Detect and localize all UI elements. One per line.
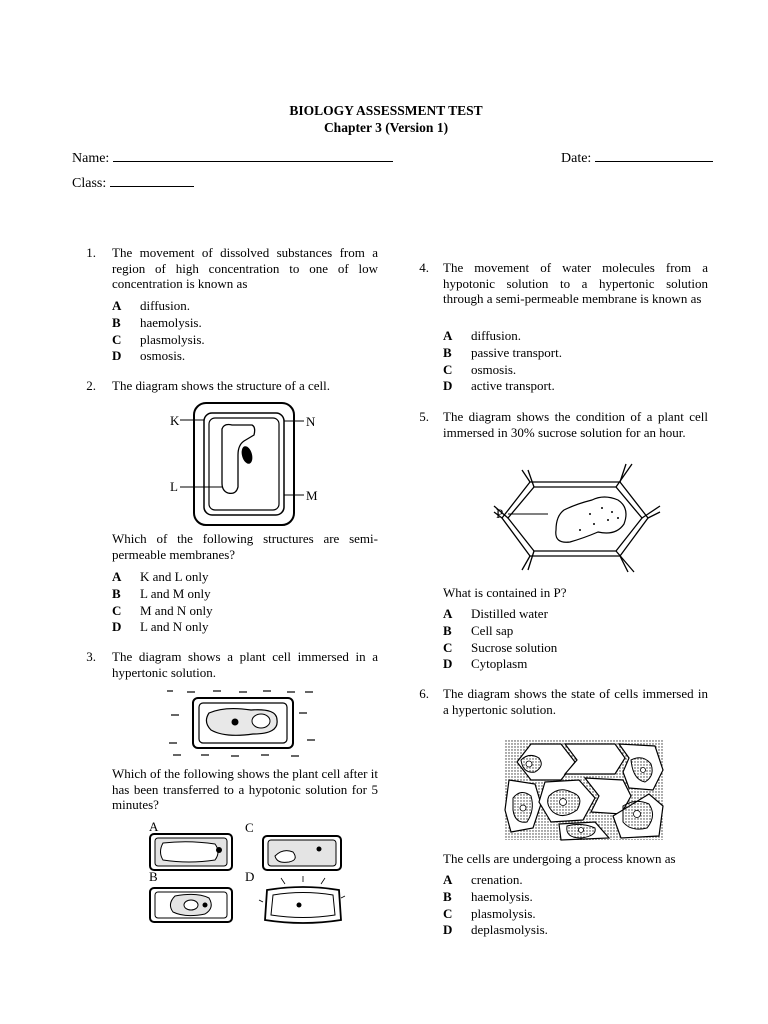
option-b[interactable]: B haemolysis. [443, 888, 533, 904]
question-prompt: What is contained in P? [443, 585, 567, 600]
option-b[interactable]: B L and M only [112, 585, 211, 601]
choice-b-cell[interactable] [150, 888, 232, 922]
question-number: 5. [419, 409, 429, 424]
option-a[interactable]: A diffusion. [443, 328, 521, 343]
option-d[interactable]: D osmosis. [112, 348, 186, 364]
option-b[interactable]: B Cell sap [443, 622, 514, 638]
option-d[interactable]: D deplasmolysis. [443, 922, 548, 938]
choice-diagrams [145, 818, 345, 928]
options [112, 298, 205, 365]
option-d[interactable]: D active transport. [443, 378, 555, 394]
option-b[interactable]: B haemolysis. [112, 314, 202, 330]
label-k: K [170, 413, 180, 428]
options [443, 328, 562, 395]
hypertonic-cell-diagram [165, 688, 325, 758]
options [443, 872, 548, 939]
question-text: The diagram shows the structure of a cell. [112, 378, 331, 393]
label-n: N [306, 414, 316, 429]
question-number: 2. [86, 378, 96, 393]
date-line[interactable] [595, 147, 713, 162]
question-number: 4. [419, 260, 429, 275]
option-d[interactable]: D L and N only [112, 619, 209, 635]
options [112, 569, 213, 636]
date-field[interactable] [561, 147, 713, 167]
choice-label-a: A [149, 819, 159, 834]
date-label: Date: [561, 151, 592, 166]
question-number: 3. [86, 649, 96, 664]
choice-d-cell[interactable] [259, 876, 345, 923]
question-prompt: Which of the following structures are semi-permeable membranes? [112, 531, 378, 562]
options [443, 606, 557, 673]
label-l: L [170, 479, 178, 494]
question-text: The movement of water molecules from a hypotonic solution to a hypertonic solution through a semi-permeable membrane is known as [443, 260, 708, 306]
question-prompt: The cells are undergoing a process known as [443, 851, 676, 866]
test-subtitle: Chapter 3 (Version 1) [323, 120, 449, 135]
name-label: Name: [72, 151, 110, 166]
test-title: BIOLOGY ASSESSMENT TEST [289, 103, 483, 118]
label-p: P [496, 506, 504, 521]
class-label: Class: [72, 176, 107, 191]
question-prompt: Which of the following shows the plant cell after it has been transferred to a hypotonic solution for 5 minutes? [112, 766, 378, 812]
option-b[interactable]: B passive transport. [443, 344, 562, 360]
plasmolysed-cell-diagram [494, 460, 660, 578]
question-text: The movement of dissolved substances from a region of high concentration to one of low concentration is known as [112, 245, 378, 291]
class-field[interactable] [72, 172, 194, 192]
choice-c-cell[interactable] [263, 836, 341, 870]
tissue-cells-diagram [505, 740, 663, 840]
question-text: The diagram shows the condition of a plant cell immersed in 30% sucrose solution for an hour. [443, 409, 708, 440]
choice-label-b: B [149, 869, 158, 884]
label-m: M [306, 488, 318, 503]
option-d[interactable]: D Cytoplasm [443, 656, 528, 672]
option-c[interactable]: C M and N only [112, 602, 213, 618]
option-a[interactable]: A K and L only [112, 569, 209, 584]
option-a[interactable]: A Distilled water [443, 606, 548, 621]
choice-label-c: C [245, 820, 254, 835]
question-text: The diagram shows a plant cell immersed in a hypertonic solution. [112, 649, 378, 680]
choice-a-cell[interactable] [150, 834, 232, 870]
name-field[interactable] [72, 147, 393, 167]
option-c[interactable]: C plasmolysis. [112, 331, 205, 347]
class-line[interactable] [110, 172, 194, 187]
question-number: 6. [419, 686, 429, 701]
option-c[interactable]: C plasmolysis. [443, 905, 536, 921]
option-a[interactable]: A diffusion. [112, 298, 190, 313]
option-a[interactable]: A crenation. [443, 872, 523, 887]
option-c[interactable]: C osmosis. [443, 361, 517, 377]
option-c[interactable]: C Sucrose solution [443, 639, 558, 655]
cell-structure-diagram [160, 395, 330, 535]
name-line[interactable] [113, 147, 393, 162]
question-number: 1. [86, 245, 96, 260]
choice-label-d: D [245, 869, 255, 884]
question-text: The diagram shows the state of cells immersed in a hypertonic solution. [443, 686, 708, 717]
